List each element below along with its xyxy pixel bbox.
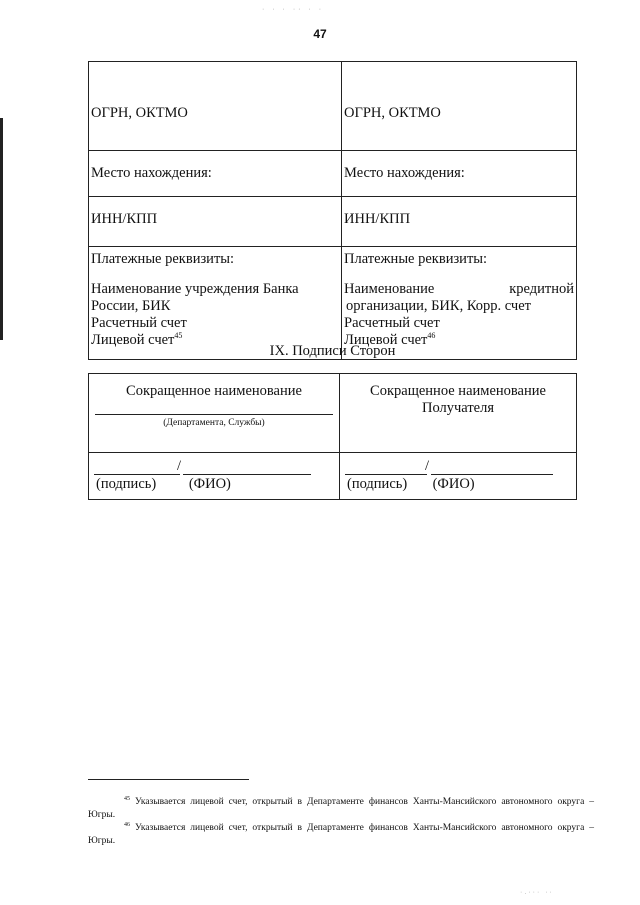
right-payment-heading: Платежные реквизиты: [344, 251, 488, 267]
right-signature-line [341, 454, 575, 476]
left-inn-cell: ИНН/КПП [89, 197, 342, 247]
left-settlement-account: Расчетный счет [91, 315, 187, 331]
left-party-note: (Департамента, Службы) [163, 418, 265, 428]
table-row [89, 453, 577, 500]
left-ogrn-cell: ОГРН, ОКТМО [89, 62, 342, 151]
right-party-name-cell [340, 374, 577, 453]
footnote-45 [88, 796, 594, 822]
right-signature-slash: / [425, 458, 430, 474]
right-party-name-line-2: Получателя [421, 400, 495, 416]
right-signature-blank [345, 474, 427, 475]
right-settlement-account: Расчетный счет [344, 315, 440, 331]
right-bank-line-1-b: кредитной [509, 281, 574, 297]
left-signature-line [90, 454, 338, 476]
right-fio-blank [431, 474, 553, 475]
footnote-ref-46: 46 [427, 331, 436, 340]
left-personal-account-label: Лицевой счет [91, 332, 175, 348]
table-row [89, 151, 577, 197]
left-bank-line-1: Наименование учреждения Банка [91, 281, 299, 297]
left-sign-label: (подпись) [96, 476, 157, 492]
left-signature-labels [90, 476, 338, 493]
left-fio-blank [183, 474, 311, 475]
left-signature-cell [89, 453, 340, 500]
right-personal-account-label: Лицевой счет [344, 332, 428, 348]
right-party-name-line-1: Сокращенное наименование [370, 383, 546, 399]
table-row [89, 374, 577, 453]
footnote-46-text: Указывается лицевой счет, открытый в Департаменте финансов Ханты-Мансийского автономного округа – Югры. [88, 823, 595, 846]
left-payment-heading: Платежные реквизиты: [91, 251, 235, 267]
section-title: IX. Подписи Сторон [269, 343, 396, 359]
right-signature-cell [340, 453, 577, 500]
right-sign-label: (подпись) [347, 476, 408, 492]
left-bank-line-2: России, БИК [91, 298, 171, 314]
right-bank-line-2: организации, БИК, Корр. счет [346, 298, 531, 314]
scan-specks-bottom: ·.··· ·· [520, 889, 554, 896]
right-inn-cell: ИНН/КПП [342, 197, 577, 247]
signatures-table [88, 373, 577, 500]
footnote-46 [88, 822, 594, 848]
left-signature-slash: / [177, 458, 182, 474]
page-number: 47 [313, 27, 327, 41]
footnote-separator [88, 779, 249, 780]
left-signature-blank [94, 474, 180, 475]
footnote-45-ref: 45 [124, 796, 130, 802]
scan-edge-bar [0, 118, 3, 340]
left-fio-label: (ФИО) [188, 476, 231, 492]
left-name-underline [95, 414, 333, 415]
footnote-45-text: Указывается лицевой счет, открытый в Департаменте финансов Ханты-Мансийского автономного округа – Югры. [88, 797, 595, 820]
footnotes [88, 796, 594, 848]
left-party-name: Сокращенное наименование [126, 383, 302, 399]
left-party-name-cell [89, 374, 340, 453]
table-row [89, 62, 577, 151]
right-fio-label: (ФИО) [432, 476, 475, 492]
right-ogrn-cell: ОГРН, ОКТМО [342, 62, 577, 151]
right-party-name [341, 375, 575, 417]
right-bank-line-1 [344, 281, 574, 298]
left-location-cell: Место нахождения: [89, 151, 342, 197]
right-location-cell: Место нахождения: [342, 151, 577, 197]
footnote-ref-45: 45 [174, 331, 183, 340]
right-bank-line-1-a: Наименование [344, 281, 435, 297]
table-row [89, 197, 577, 247]
requisites-table [88, 61, 577, 360]
scan-specks-top: · · · ·· · · [262, 6, 325, 13]
right-signature-labels [341, 476, 575, 493]
footnote-46-ref: 46 [124, 822, 130, 828]
